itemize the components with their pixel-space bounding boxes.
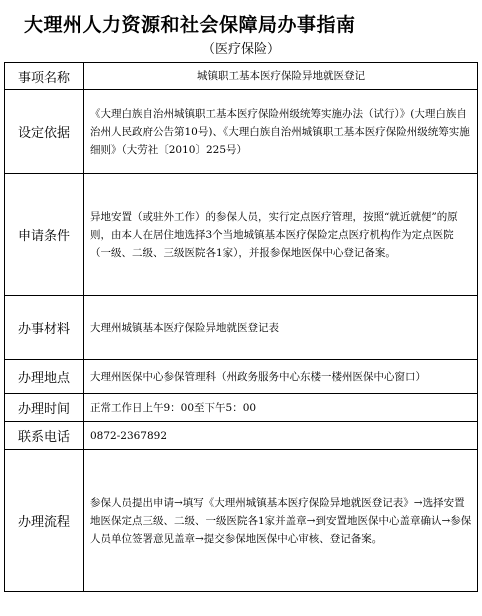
label-materials: 办事材料 xyxy=(5,296,84,360)
page-title: 大理州人力资源和社会保障局办事指南 xyxy=(24,14,356,36)
value-hours: 正常工作日上午9：00至下午5：00 xyxy=(84,394,478,422)
label-legal-basis: 设定依据 xyxy=(5,90,84,174)
label-hours: 办理时间 xyxy=(5,394,84,422)
row-conditions xyxy=(5,174,478,296)
value-item-name: 城镇职工基本医疗保险异地就医登记 xyxy=(84,63,478,90)
row-process xyxy=(5,450,478,592)
page-subtitle: （医疗保险） xyxy=(201,42,280,57)
value-phone: 0872-2367892 xyxy=(84,422,478,450)
row-location xyxy=(5,360,478,394)
row-materials xyxy=(5,296,478,360)
row-hours xyxy=(5,394,478,422)
label-conditions: 申请条件 xyxy=(5,174,84,296)
value-conditions: 异地安置（或驻外工作）的参保人员，实行定点医疗管理，按照“就近就便”的原则，由本人在居住地选择3个当地城镇基本医疗保险定点医疗机构作为定点医院（一级、二级、三级医院各1家），并报参保地医保中心登记备案。 xyxy=(84,174,478,296)
label-process: 办理流程 xyxy=(5,450,84,592)
row-item-name xyxy=(5,63,478,90)
guide-table xyxy=(4,62,478,592)
row-legal-basis xyxy=(5,90,478,174)
label-item-name: 事项名称 xyxy=(5,63,84,90)
value-legal-basis: 《大理白族自治州城镇职工基本医疗保险州级统筹实施办法（试行）》(大理白族自治州人民政府公告第10号)、《大理白族自治州城镇职工基本医疗保险州级统筹实施细则》（大劳社〔2010〕225号） xyxy=(84,90,478,174)
label-phone: 联系电话 xyxy=(5,422,84,450)
value-process: 参保人员提出申请→填写《大理州城镇基本医疗保险异地就医登记表》→选择安置地医保定点三级、二级、一级医院各1家并盖章→到安置地医保中心盖章确认→参保人员单位签署意见盖章→提交参保地医保中心审核、登记备案。 xyxy=(84,450,478,592)
value-location: 大理州医保中心参保管理科（州政务服务中心东楼一楼州医保中心窗口） xyxy=(84,360,478,394)
label-location: 办理地点 xyxy=(5,360,84,394)
row-phone xyxy=(5,422,478,450)
value-materials: 大理州城镇基本医疗保险异地就医登记表 xyxy=(84,296,478,360)
